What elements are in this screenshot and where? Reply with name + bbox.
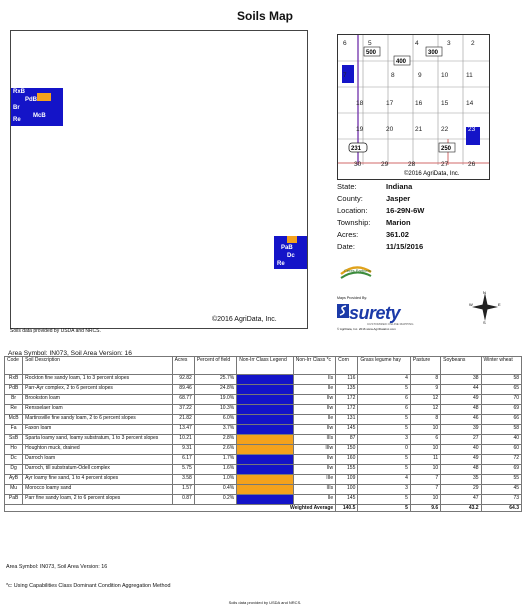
table-row xyxy=(5,485,522,495)
sec-14: 14 xyxy=(466,100,474,107)
cell-description: Sparta loamy sand, loamy substratum, 1 to 3 percent slopes xyxy=(23,435,172,445)
cell-corn: 155 xyxy=(336,465,358,475)
cell-code: RxB xyxy=(5,375,23,385)
cell-acres: 68.77 xyxy=(172,395,194,405)
cell-percent: 19.0% xyxy=(194,395,236,405)
east-label-1: PaB xyxy=(281,245,293,251)
cell-wheat: 70 xyxy=(481,395,521,405)
cell-code: AyB xyxy=(5,475,23,485)
cell-percent: 2.8% xyxy=(194,435,236,445)
cell-hay: 5 xyxy=(358,495,411,505)
info-state-value: Indiana xyxy=(386,182,413,191)
col-header-wheat: Winter wheat xyxy=(481,357,521,375)
cell-wheat: 65 xyxy=(481,385,521,395)
west-label-2: Br xyxy=(13,105,20,111)
cell-legend xyxy=(237,395,294,405)
weighted-average-label: Weighted Average xyxy=(5,505,336,512)
cell-class: IIs xyxy=(293,375,335,385)
sec-8: 8 xyxy=(391,72,395,79)
cell-percent: 1.7% xyxy=(194,455,236,465)
sec-21: 21 xyxy=(415,126,423,133)
cell-description: Faxon loam xyxy=(23,425,172,435)
cell-pasture: 7 xyxy=(410,485,440,495)
cell-legend xyxy=(237,375,294,385)
cell-corn: 172 xyxy=(336,395,358,405)
legend-swatch xyxy=(237,425,293,434)
cell-acres: 0.87 xyxy=(172,495,194,505)
info-township-value: Marion xyxy=(386,218,411,227)
cell-class: IIIs xyxy=(293,435,335,445)
cell-class: IIe xyxy=(293,415,335,425)
surety-logo-subtitle: CUSTOMIZED ONLINE MAPPING xyxy=(367,322,414,326)
cell-acres: 1.57 xyxy=(172,485,194,495)
cell-soybeans: 46 xyxy=(441,415,481,425)
cell-wheat: 66 xyxy=(481,415,521,425)
cell-corn: 100 xyxy=(336,485,358,495)
legend-swatch xyxy=(237,485,293,494)
sec-7: 7 xyxy=(343,72,347,79)
table-row xyxy=(5,475,522,485)
info-county-value: Jasper xyxy=(386,194,411,203)
sec-18: 18 xyxy=(356,100,364,107)
cell-legend xyxy=(237,405,294,415)
cell-code: PdB xyxy=(5,385,23,395)
cell-description: Darroch loam xyxy=(23,455,172,465)
compass-e: E xyxy=(498,302,501,307)
cell-percent: 1.6% xyxy=(194,465,236,475)
cell-hay: 0 xyxy=(358,445,411,455)
cell-acres: 13.47 xyxy=(172,425,194,435)
cell-class: IIIw xyxy=(293,445,335,455)
west-label-3: McB xyxy=(33,113,46,119)
cell-wheat: 69 xyxy=(481,405,521,415)
cell-acres: 5.75 xyxy=(172,465,194,475)
cell-corn: 135 xyxy=(336,385,358,395)
info-state-key: State: xyxy=(337,182,357,191)
weighted-soybeans: 43.2 xyxy=(441,505,481,512)
weighted-pasture: 9.6 xyxy=(410,505,440,512)
legend-swatch xyxy=(237,475,293,484)
cell-code: Dg xyxy=(5,465,23,475)
cell-wheat: 58 xyxy=(481,425,521,435)
cell-code: Re xyxy=(5,405,23,415)
col-header-percent: Percent of field xyxy=(194,357,236,375)
cell-pasture: 12 xyxy=(410,405,440,415)
legend-swatch xyxy=(237,435,293,444)
table-area-symbol: Area Symbol: IN073, Soil Area Version: 16 xyxy=(8,350,132,357)
location-map[interactable] xyxy=(337,34,490,180)
table-row xyxy=(5,465,522,475)
sec-30: 30 xyxy=(354,161,362,168)
cell-code: PaB xyxy=(5,495,23,505)
sec-11: 11 xyxy=(466,72,473,79)
cell-hay: 3 xyxy=(358,435,411,445)
cell-pasture: 10 xyxy=(410,495,440,505)
cell-corn: 131 xyxy=(336,415,358,425)
sec-10: 10 xyxy=(441,72,449,79)
cell-description: Ayr loamy fine sand, 1 to 4 percent slopes xyxy=(23,475,172,485)
info-county-key: County: xyxy=(337,194,363,203)
east-parcel-orange-polygon xyxy=(287,236,297,243)
cell-acres: 37.22 xyxy=(172,405,194,415)
compass-s: S xyxy=(483,320,486,324)
cell-corn: 145 xyxy=(336,425,358,435)
cell-description: Parr-Ayr complex, 2 to 6 percent slopes xyxy=(23,385,172,395)
sec-19: 19 xyxy=(356,126,364,133)
cell-acres: 9.31 xyxy=(172,445,194,455)
road-500: 500 xyxy=(366,50,377,56)
cell-pasture: 10 xyxy=(410,445,440,455)
cell-code: Mu xyxy=(5,485,23,495)
sec-29: 29 xyxy=(381,161,389,168)
road-250: 250 xyxy=(441,146,452,152)
col-header-legend: Non-Irr Class Legend xyxy=(237,357,294,375)
locmap-copyright: ©2016 AgriData, Inc. xyxy=(404,171,460,177)
col-header-soybeans: Soybeans xyxy=(441,357,481,375)
cell-wheat: 73 xyxy=(481,495,521,505)
cell-class: IIIe xyxy=(293,475,335,485)
cell-hay: 5 xyxy=(358,425,411,435)
west-parcel-orange-polygon xyxy=(37,93,51,101)
cell-legend xyxy=(237,495,294,505)
cell-soybeans: 40 xyxy=(441,445,481,455)
cell-legend xyxy=(237,415,294,425)
info-acres-value: 361.02 xyxy=(386,230,409,239)
cell-legend xyxy=(237,385,294,395)
cell-class: IIw xyxy=(293,405,335,415)
legend-swatch xyxy=(237,375,293,384)
east-label-3: Re xyxy=(277,261,285,267)
cell-percent: 24.8% xyxy=(194,385,236,395)
table-row xyxy=(5,385,522,395)
cell-class: IIw xyxy=(293,425,335,435)
weighted-corn: 140.5 xyxy=(336,505,358,512)
compass-n: N xyxy=(483,290,486,295)
sec-27: 27 xyxy=(441,161,449,168)
cell-percent: 3.7% xyxy=(194,425,236,435)
cell-soybeans: 49 xyxy=(441,395,481,405)
cell-description: Houghton muck, drained xyxy=(23,445,172,455)
weighted-wheat: 64.3 xyxy=(481,505,521,512)
cell-percent: 0.4% xyxy=(194,485,236,495)
cell-code: SsB xyxy=(5,435,23,445)
cell-pasture: 11 xyxy=(410,455,440,465)
cell-wheat: 55 xyxy=(481,475,521,485)
west-label-1: PdB xyxy=(25,97,37,103)
cell-pasture: 10 xyxy=(410,465,440,475)
location-map-svg xyxy=(338,35,489,179)
footer-method-note: *c: Using Capabilities Class Dominant Condition Aggregation Method xyxy=(6,583,171,589)
info-location-key: Location: xyxy=(337,206,368,215)
cell-description: Martinsville fine sandy loam, 2 to 6 percent slopes xyxy=(23,415,172,425)
cell-description: Rockton fine sandy loam, 1 to 3 percent slopes xyxy=(23,375,172,385)
cell-corn: 172 xyxy=(336,405,358,415)
cell-soybeans: 38 xyxy=(441,375,481,385)
cell-pasture: 12 xyxy=(410,395,440,405)
table-header-row xyxy=(5,357,522,375)
surety-logo-text: surety xyxy=(349,303,401,323)
legend-swatch xyxy=(237,465,293,474)
cell-soybeans: 27 xyxy=(441,435,481,445)
cell-legend xyxy=(237,455,294,465)
legend-swatch xyxy=(237,385,293,394)
cell-corn: 160 xyxy=(336,455,358,465)
cell-corn: 116 xyxy=(336,375,358,385)
cell-soybeans: 48 xyxy=(441,405,481,415)
col-header-code: Code xyxy=(5,357,23,375)
map-copyright: ©2016 AgriData, Inc. xyxy=(212,316,277,323)
cell-pasture: 6 xyxy=(410,435,440,445)
cell-legend xyxy=(237,425,294,435)
weighted-hay: 5 xyxy=(358,505,411,512)
cell-soybeans: 44 xyxy=(441,385,481,395)
cell-class: IIe xyxy=(293,495,335,505)
cell-wheat: 45 xyxy=(481,485,521,495)
table-row xyxy=(5,435,522,445)
cell-corn: 145 xyxy=(336,495,358,505)
table-row xyxy=(5,415,522,425)
cell-percent: 10.3% xyxy=(194,405,236,415)
footer-area-symbol: Area Symbol: IN073, Soil Area Version: 16 xyxy=(6,564,108,570)
cell-hay: 5 xyxy=(358,385,411,395)
cell-percent: 2.6% xyxy=(194,445,236,455)
cell-soybeans: 39 xyxy=(441,425,481,435)
info-date-value: 11/15/2016 xyxy=(386,242,424,251)
cell-soybeans: 48 xyxy=(441,465,481,475)
table-row xyxy=(5,445,522,455)
table-row xyxy=(5,395,522,405)
cell-hay: 3 xyxy=(358,485,411,495)
cell-description: Darroch, till substratum-Odell complex xyxy=(23,465,172,475)
cell-class: IIw xyxy=(293,465,335,475)
cell-acres: 3.58 xyxy=(172,475,194,485)
cell-percent: 0.2% xyxy=(194,495,236,505)
cell-hay: 4 xyxy=(358,475,411,485)
col-header-pasture: Pasture xyxy=(410,357,440,375)
col-header-description: Soil Description xyxy=(23,357,172,375)
sec-22: 22 xyxy=(441,126,449,133)
road-231: 231 xyxy=(351,146,362,152)
cell-hay: 5 xyxy=(358,455,411,465)
cell-soybeans: 47 xyxy=(441,495,481,505)
col-header-hay: Grass legume hay xyxy=(358,357,411,375)
cell-acres: 10.21 xyxy=(172,435,194,445)
cell-wheat: 40 xyxy=(481,435,521,445)
sec-2: 2 xyxy=(471,40,475,47)
cell-hay: 6 xyxy=(358,395,411,405)
weighted-average-row xyxy=(5,505,522,512)
west-label-4: Re xyxy=(13,117,21,123)
cell-legend xyxy=(237,445,294,455)
cell-hay: 5 xyxy=(358,465,411,475)
cell-percent: 25.7% xyxy=(194,375,236,385)
cell-code: Br xyxy=(5,395,23,405)
cell-corn: 150 xyxy=(336,445,358,455)
surety-mark-icon xyxy=(337,304,349,318)
cell-description: Parr fine sandy loam, 2 to 6 percent slopes xyxy=(23,495,172,505)
cell-pasture: 8 xyxy=(410,375,440,385)
logo-footer: © AgriData, Inc. 2016 www.AgriDataInc.com xyxy=(337,327,396,331)
cell-code: Dc xyxy=(5,455,23,465)
col-header-acres: Acres xyxy=(172,357,194,375)
cell-corn: 87 xyxy=(336,435,358,445)
sec-20: 20 xyxy=(386,126,394,133)
cell-code: McB xyxy=(5,415,23,425)
info-township-key: Township: xyxy=(337,218,371,227)
cell-legend xyxy=(237,475,294,485)
cell-code: Fa xyxy=(5,425,23,435)
sec-26: 26 xyxy=(468,161,476,168)
cell-wheat: 60 xyxy=(481,445,521,455)
cell-acres: 21.82 xyxy=(172,415,194,425)
compass-w: W xyxy=(469,302,473,307)
cell-corn: 109 xyxy=(336,475,358,485)
road-400: 400 xyxy=(396,59,407,65)
legend-swatch xyxy=(237,415,293,424)
cell-hay: 5 xyxy=(358,415,411,425)
cell-pasture: 10 xyxy=(410,425,440,435)
page-title: Soils Map xyxy=(236,9,293,23)
sec-23: 23 xyxy=(468,126,476,133)
soils-table xyxy=(4,356,522,512)
cell-percent: 6.0% xyxy=(194,415,236,425)
cell-code: Ho xyxy=(5,445,23,455)
sec-5: 5 xyxy=(368,40,372,47)
sec-4: 4 xyxy=(415,40,419,47)
cell-description: Morocco loamy sand xyxy=(23,485,172,495)
cell-class: IIIs xyxy=(293,485,335,495)
table-row xyxy=(5,405,522,415)
cell-hay: 4 xyxy=(358,375,411,385)
cell-class: IIw xyxy=(293,455,335,465)
cell-pasture: 9 xyxy=(410,385,440,395)
cell-acres: 6.17 xyxy=(172,455,194,465)
cell-soybeans: 29 xyxy=(441,485,481,495)
cell-pasture: 8 xyxy=(410,415,440,425)
cell-description: Brookston loam xyxy=(23,395,172,405)
cell-wheat: 58 xyxy=(481,375,521,385)
cell-pasture: 7 xyxy=(410,475,440,485)
cell-hay: 6 xyxy=(358,405,411,415)
ceres-logo-icon xyxy=(337,260,375,286)
west-label-0: RxB xyxy=(13,89,26,95)
info-acres-key: Acres: xyxy=(337,230,359,239)
info-panel xyxy=(337,181,424,253)
table-row xyxy=(5,455,522,465)
cell-soybeans: 49 xyxy=(441,455,481,465)
cell-acres: 89.46 xyxy=(172,385,194,395)
sec-6: 6 xyxy=(343,40,347,47)
sec-15: 15 xyxy=(441,100,449,107)
footer-source-note: Soils data provided by USDA and NRCS. xyxy=(228,600,302,605)
sec-16: 16 xyxy=(415,100,423,107)
cell-percent: 1.0% xyxy=(194,475,236,485)
cell-wheat: 72 xyxy=(481,455,521,465)
legend-swatch xyxy=(237,405,293,414)
cell-soybeans: 35 xyxy=(441,475,481,485)
legend-swatch xyxy=(237,395,293,404)
info-date-key: Date: xyxy=(337,242,355,251)
sec-28: 28 xyxy=(408,161,416,168)
ceres-logo-text: Ceres Partners xyxy=(344,268,371,273)
map-source-note: Soils data provided by USDA and NRCS. xyxy=(10,328,101,334)
east-label-2: Dc xyxy=(287,253,295,259)
sec-3: 3 xyxy=(447,40,451,47)
legend-swatch xyxy=(237,455,293,464)
cell-legend xyxy=(237,435,294,445)
table-row xyxy=(5,375,522,385)
cell-class: IIe xyxy=(293,385,335,395)
compass-rose-icon xyxy=(469,290,501,324)
cell-description: Rensselaer loam xyxy=(23,405,172,415)
cell-wheat: 69 xyxy=(481,465,521,475)
table-row xyxy=(5,495,522,505)
maps-provided-label: Maps Provided By: xyxy=(337,296,368,300)
road-300: 300 xyxy=(428,50,439,56)
sec-17: 17 xyxy=(386,100,394,107)
sec-9: 9 xyxy=(418,72,422,79)
legend-swatch xyxy=(237,495,293,504)
logos-area xyxy=(337,254,517,329)
soils-map[interactable] xyxy=(10,30,308,329)
cell-legend xyxy=(237,485,294,495)
cell-legend xyxy=(237,465,294,475)
col-header-class: Non-Irr Class *c xyxy=(293,357,335,375)
col-header-corn: Corn xyxy=(336,357,358,375)
table-row xyxy=(5,425,522,435)
cell-class: IIw xyxy=(293,395,335,405)
legend-swatch xyxy=(237,445,293,454)
info-location-value: 16-29N-6W xyxy=(386,206,425,215)
cell-acres: 92.82 xyxy=(172,375,194,385)
